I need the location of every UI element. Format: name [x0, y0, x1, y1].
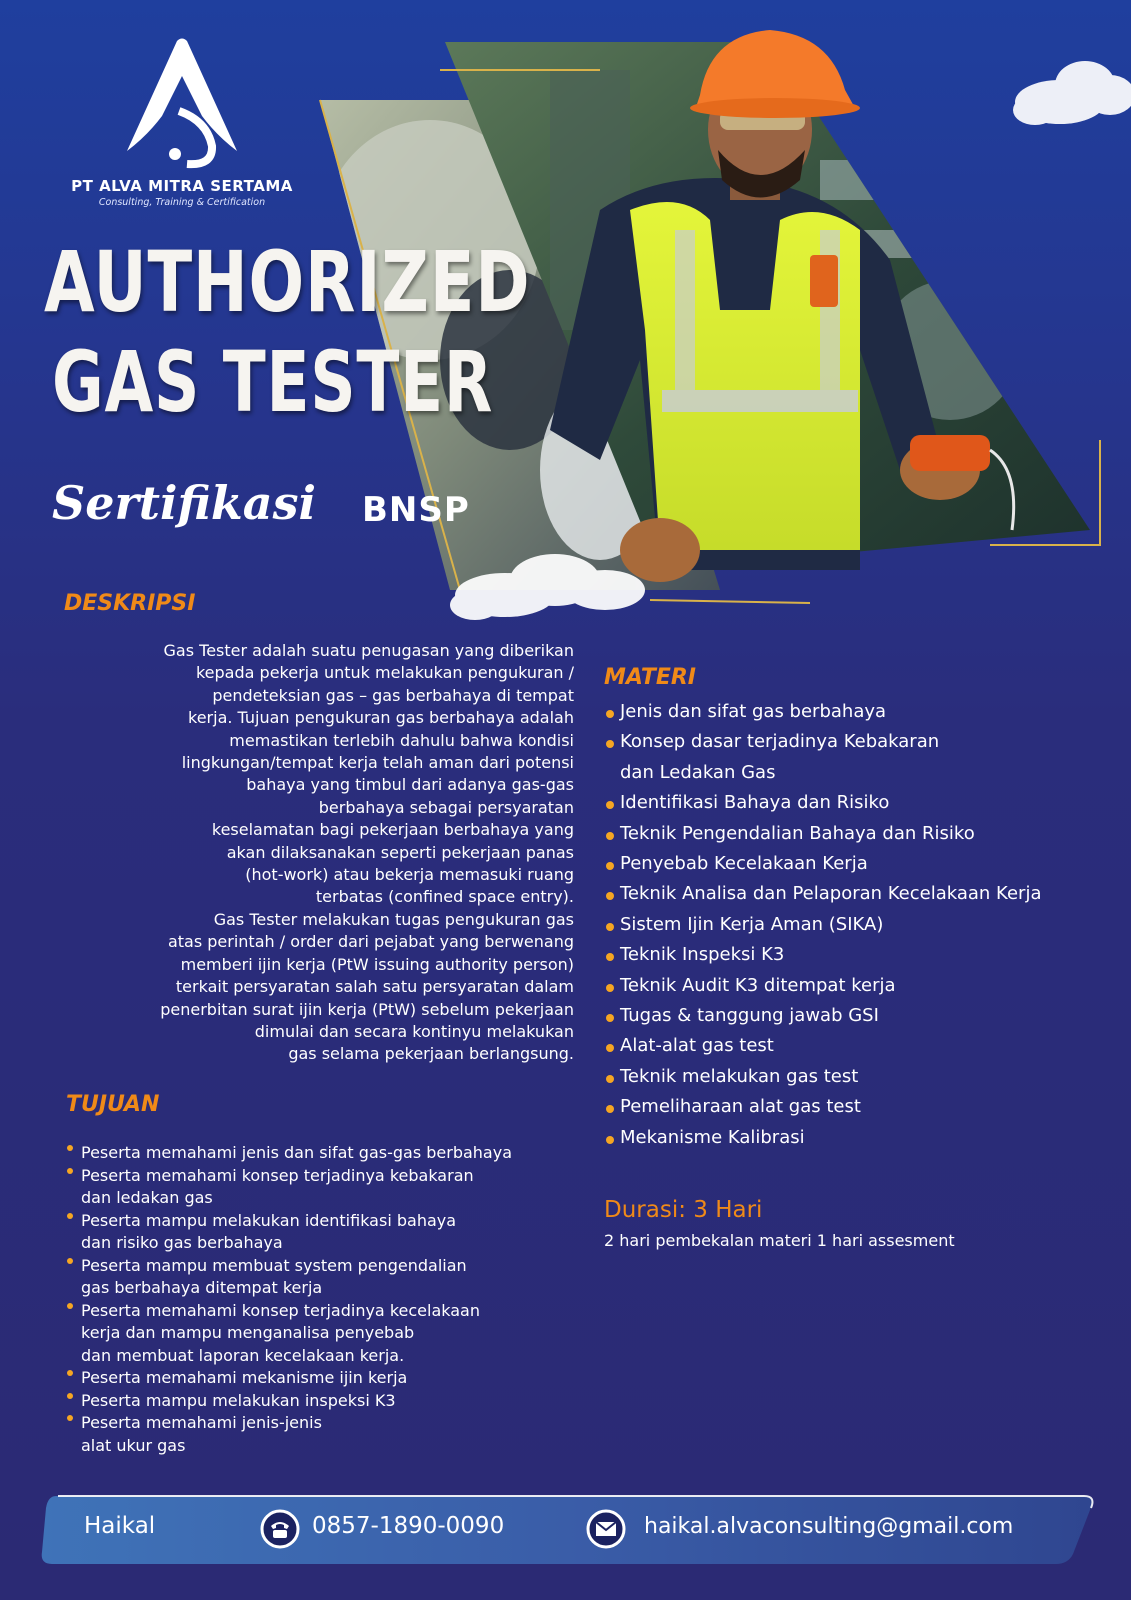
subtitle-script: Sertifikasi: [52, 476, 316, 530]
subtitle-bnsp: BNSP: [362, 490, 470, 530]
bullet-dot-icon: [606, 892, 614, 900]
tujuan-item-text: Peserta mampu membuat system pengendalian: [81, 1255, 467, 1275]
bullet-dot-icon: [67, 1213, 73, 1219]
materi-item-text: Identifikasi Bahaya dan Risiko: [620, 792, 890, 814]
materi-item-text: Sistem Ijin Kerja Aman (SIKA): [620, 913, 884, 935]
materi-item: [604, 1062, 1124, 1092]
materi-item-text: Teknik Inspeksi K3: [620, 944, 785, 966]
company-logo: [62, 36, 302, 208]
materi-item-text: Teknik Pengendalian Bahaya dan Risiko: [620, 822, 975, 844]
materi-item: [604, 1123, 1124, 1153]
tujuan-heading: TUJUAN: [66, 1092, 160, 1117]
bullet-dot-icon: [67, 1168, 73, 1174]
deskripsi-line: (hot-work) atau bekerja memasuki ruang: [245, 865, 574, 885]
tujuan-item-text: Peserta memahami mekanisme ijin kerja: [81, 1368, 408, 1387]
cloud-decoration: [445, 540, 655, 630]
materi-item-text: Teknik Audit K3 ditempat kerja: [620, 974, 896, 996]
materi-item: [604, 940, 1124, 970]
materi-item-text: Pemeliharaan alat gas test: [620, 1096, 861, 1118]
tujuan-item: [66, 1390, 566, 1413]
deskripsi-line: kerja. Tujuan pengukuran gas berbahaya adalah: [188, 708, 574, 728]
contact-phone[interactable]: 0857-1890-0090: [312, 1513, 505, 1539]
tujuan-item-text: Peserta memahami konsep terjadinya kecelakaan: [81, 1300, 480, 1320]
materi-list: [604, 697, 1124, 1153]
bullet-dot-icon: [606, 832, 614, 840]
bullet-dot-icon: [606, 1014, 614, 1022]
bullet-dot-icon: [606, 1136, 614, 1144]
deskripsi-line: terbatas (confined space entry).: [315, 887, 574, 907]
deskripsi-line: dimulai dan secara kontinyu melakukan: [254, 1021, 574, 1041]
materi-item: [604, 879, 1124, 909]
deskripsi-line: atas perintah / order dari pejabat yang berwenang: [167, 932, 574, 952]
materi-item-text: dan Ledakan Gas: [620, 761, 776, 783]
bullet-dot-icon: [606, 1044, 614, 1052]
durasi-desc: 2 hari pembekalan materi 1 hari assesment: [604, 1231, 955, 1250]
deskripsi-line: bahaya yang timbul dari adanya gas-gas: [246, 775, 574, 795]
page-title-line-1: AUTHORIZED: [44, 233, 531, 331]
cloud-decoration: [1000, 40, 1131, 140]
bullet-dot-icon: [606, 953, 614, 961]
tujuan-item-text: dan membuat laporan kecelakaan kerja.: [81, 1345, 405, 1365]
materi-item: [604, 1031, 1124, 1061]
materi-item-text: Penyebab Kecelakaan Kerja: [620, 853, 868, 875]
materi-item-text: Jenis dan sifat gas berbahaya: [620, 701, 887, 722]
tujuan-item: [66, 1142, 566, 1165]
tujuan-list: [66, 1142, 566, 1457]
tujuan-item-text: Peserta mampu melakukan identifikasi bahaya: [81, 1210, 457, 1230]
bullet-dot-icon: [67, 1415, 73, 1421]
tujuan-item: [66, 1255, 566, 1300]
tujuan-item: [66, 1165, 566, 1210]
tujuan-item-text: gas berbahaya ditempat kerja: [81, 1278, 323, 1297]
materi-item: [604, 697, 1124, 727]
tujuan-item-text: Peserta memahami jenis dan sifat gas-gas berbahaya: [81, 1143, 512, 1162]
materi-item: [604, 819, 1124, 849]
company-name: PT ALVA MITRA SERTAMA: [71, 177, 293, 195]
contact-bar: [38, 1494, 1098, 1566]
deskripsi-line: keselamatan bagi pekerjaan berbahaya yang: [211, 820, 574, 840]
deskripsi-line: Gas Tester adalah suatu penugasan yang diberikan: [163, 641, 574, 660]
deskripsi-line: akan dilaksanakan seperti pekerjaan panas: [226, 842, 574, 862]
materi-item: [604, 788, 1124, 818]
tujuan-item-text: Peserta mampu melakukan inspeksi K3: [81, 1390, 396, 1410]
materi-item: [604, 727, 1124, 788]
tujuan-item-text: alat ukur gas: [81, 1435, 186, 1455]
bullet-dot-icon: [606, 1105, 614, 1113]
tujuan-item-text: Peserta memahami konsep terjadinya kebakaran: [81, 1165, 474, 1185]
tujuan-item: [66, 1367, 566, 1390]
telephone-icon: [260, 1509, 300, 1549]
materi-item-text: Teknik Analisa dan Pelaporan Kecelakaan Kerja: [620, 883, 1042, 905]
deskripsi-heading: DESKRIPSI: [64, 591, 196, 616]
bullet-dot-icon: [67, 1258, 73, 1264]
materi-item-text: Konsep dasar terjadinya Kebakaran: [620, 731, 940, 753]
tujuan-item: [66, 1412, 566, 1457]
materi-item-text: Alat-alat gas test: [620, 1035, 774, 1057]
tujuan-item-text: dan risiko gas berbahaya: [81, 1233, 283, 1252]
tujuan-item: [66, 1210, 566, 1255]
deskripsi-line: berbahaya sebagai persyaratan: [318, 797, 574, 817]
materi-item: [604, 1092, 1124, 1122]
bullet-dot-icon: [606, 862, 614, 870]
deskripsi-line: memastikan terlebih dahulu bahwa kondisi: [229, 730, 574, 750]
bullet-dot-icon: [606, 801, 614, 809]
company-tagline: Consulting, Training & Certification: [98, 197, 266, 208]
materi-item-text: Mekanisme Kalibrasi: [620, 1126, 805, 1148]
materi-item: [604, 910, 1124, 940]
materi-item-text: Tugas & tanggung jawab GSI: [620, 1005, 879, 1027]
deskripsi-line: lingkungan/tempat kerja telah aman dari potensi: [181, 753, 574, 773]
bullet-dot-icon: [606, 923, 614, 931]
durasi-title: Durasi: 3 Hari: [604, 1197, 763, 1223]
deskripsi-line: terkait persyaratan salah satu persyaratan dalam: [175, 977, 574, 997]
bullet-dot-icon: [606, 1075, 614, 1083]
deskripsi-line: kepada pekerja untuk melakukan pengukuran /: [195, 663, 574, 683]
tujuan-item-text: Peserta memahami jenis-jenis: [81, 1413, 322, 1432]
materi-item: [604, 849, 1124, 879]
deskripsi-line: penerbitan surat ijin kerja (PtW) sebelum pekerjaan: [160, 999, 574, 1019]
tujuan-item-text: kerja dan mampu menganalisa penyebab: [81, 1323, 415, 1342]
alva-logo-icon: [117, 36, 247, 171]
materi-item-text: Teknik melakukan gas test: [620, 1065, 859, 1087]
deskripsi-line: memberi ijin kerja (PtW issuing authority person): [180, 954, 574, 974]
deskripsi-line: pendeteksian gas – gas berbahaya di tempat: [212, 685, 574, 705]
bullet-dot-icon: [67, 1303, 73, 1309]
deskripsi-line: gas selama pekerjaan berlangsung.: [288, 1044, 574, 1064]
bullet-dot-icon: [67, 1145, 73, 1151]
materi-item: [604, 971, 1124, 1001]
bullet-dot-icon: [67, 1393, 73, 1399]
page-title-line-2: GAS TESTER: [52, 333, 494, 431]
tujuan-item-text: dan ledakan gas: [81, 1188, 213, 1207]
bullet-dot-icon: [67, 1370, 73, 1376]
contact-email[interactable]: haikal.alvaconsulting@gmail.com: [644, 1514, 1014, 1539]
contact-name: Haikal: [84, 1513, 156, 1539]
bullet-dot-icon: [606, 710, 614, 718]
tujuan-item: [66, 1300, 566, 1368]
deskripsi-line: Gas Tester melakukan tugas pengukuran gas: [213, 909, 574, 929]
deskripsi-text: [60, 640, 574, 1066]
materi-item: [604, 1001, 1124, 1031]
bullet-dot-icon: [606, 984, 614, 992]
materi-heading: MATERI: [604, 665, 696, 690]
bullet-dot-icon: [606, 740, 614, 748]
envelope-icon: [586, 1509, 626, 1549]
